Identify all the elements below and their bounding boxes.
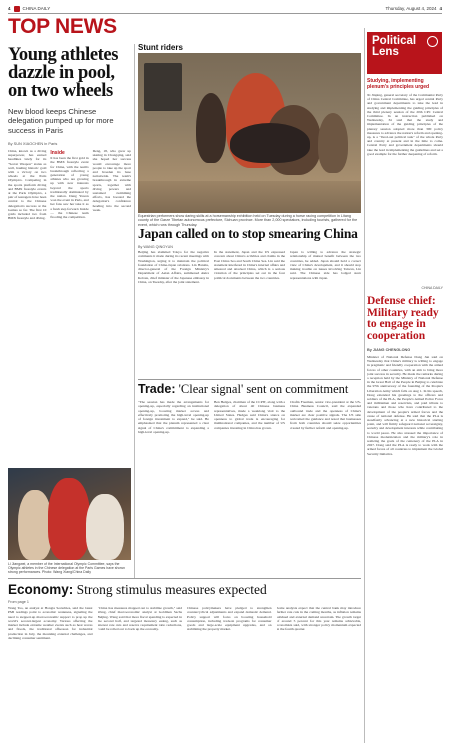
trade-headline-prefix: Trade: (138, 382, 176, 396)
page-number: 4 (8, 6, 11, 11)
japan-body-col-2: In the statement, Japan and the US expressed concern about China's activities and claims in the East China Sea and South China Sea. Lin said the statement interfered in China's internal affairs and smeared and attacked China, which is a serious violation of the principles set out in the four political documents between the two countries. (214, 250, 285, 280)
economy-body-col-3: Chinese policymakers have pledged to strengthen countercyclical adjustments and expand domestic demand. Policy support will focus on boosting household consumption, including trade-in programs for consumer goods and large-scale equipment upgrades, and on stabilizing the property market. (187, 606, 272, 632)
trade-body (138, 400, 361, 570)
lead-body (8, 149, 131, 220)
athletes-photo[interactable] (8, 468, 131, 560)
inside-tag: Inside (50, 149, 65, 156)
section-divider (138, 379, 361, 380)
lead-headline[interactable]: Young athletes dazzle in pool, on two wheels (8, 45, 119, 101)
masthead (8, 4, 442, 14)
defense-headline[interactable]: Defense chief: Military ready to engage in cooperation (367, 295, 439, 342)
stunt-label: Stunt riders (138, 43, 183, 52)
masthead-right (386, 6, 442, 11)
economy-body (8, 606, 361, 740)
economy-body-col-4: Some analysts expect that the central bank may introduce further rate cuts in the coming months, as inflation remains subdued and external demand uncertain. The growth target of around 5 percent for this year remains achievable, economists said, with stronger policy momentum expected in the fourth quarter. (276, 606, 361, 632)
lead-byline: By SUN XIAOCHEN in Paris (8, 140, 58, 146)
lens-ring-icon (427, 36, 438, 47)
section-title: TOP NEWS (8, 15, 117, 38)
political-lens-body: Xi Jinping, general secretary of the Communist Party of China Central Committee, has urged central Party and government departments to take the lead in studying and implementing the guiding principles of the third plenary session of the 20th CPC Central Committee. In an instruction published on Wednesday, Xi said that the study and implementation of the guiding principles of the plenary session adopted more than 300 policy measures to advance the nation's reform and opening-up, is a "lived-out political task" of the whole Party and country at present and in the time to come. Central Party and government departments should take the lead in implementing the guidelines and set a good example for the further deepening of reform. (367, 93, 443, 156)
japan-body-col-1: Beijing has slammed Tokyo for the negative comments it made during its recent meetings with Washington, urging it to maintain the political foundation of China-Japan relations. Lin Hanxiu, director-general of the Foreign Ministry's Department of Asian Affairs, summoned Akira Kobata, chief minister of the Japanese embassy in China, on Tuesday, after the joint statement. (138, 250, 209, 284)
trade-body-col-2: Ben Hedges, chairman of the CCPIT, along with a delegation of about 40 Chinese business representatives, made a weeklong visit to the United States. Hedges said China's stance on openness to global trade is encouraging for multinational companies, and the number of US companies investing in China has grown. (214, 400, 285, 430)
japan-headline[interactable]: Japan called on to stop smearing China (138, 226, 358, 241)
athletes-photo-caption: Li Jiangwei, a member of the International Olympic Committee, says the Olympic athletes in the Chinese delegation at the Paris Games have shown strong performances. Photo: Wang Xiang/China Daily (8, 562, 125, 575)
sidebar-divider (364, 28, 365, 743)
china-daily-logo-icon (14, 6, 20, 12)
japan-body (138, 250, 361, 375)
economy-divider (8, 578, 361, 579)
lead-body-col-2-text: It has been the first gold in the BMX freestyle event for China, with the team's breakthrough reflecting a generation of young athletes who are growing up with new interests beyond the sports traditionally dominated by the nation. Deng Yawen won the event in Paris, and her fans saw her take it as a fresh step forward. Inside — the Chinese team flooding the competition. (50, 156, 89, 219)
trade-body-col-3: Chafin Freeman, senior vice-president at the US-China Business Council, said the expanded outbound trade and the openness of China's market are clear positive signals. The US side welcomed the guidance and noted that businesses from both countries should seize opportunities created by further reform and opening-up. (290, 400, 361, 430)
economy-body-col-2: "China has measures mapped out to stabilize growth," said Wang, chief macroeconomic analyst at Goldman Sachs Beijing. Wang said that more fiscal spending is expected in the second half, and targeted monetary easing, such as interest rate cuts and reserve requirement ratio reductions, could be rolled out to back up the economy. (97, 606, 182, 632)
economy-body-col-1: Wang Tao, an analyst at Hongta Securities, said the latest PMI readings point to economic weakness, signaling the need to stepped-up macroeconomic support to prop up the world's second-largest economy. Various affecting the market include extreme weather events such as heat waves and floods, the traditional offseason for industrial production in July, the mounting external challenges, and declining consumer sentiment. (8, 606, 93, 640)
stunt-riders-photo[interactable] (138, 53, 361, 213)
lead-body-col-2 (50, 149, 88, 220)
economy-headline-text: Strong stimulus measures expected (76, 582, 267, 597)
paper-name: CHINA DAILY (22, 6, 51, 11)
economy-headline[interactable] (8, 582, 361, 598)
defense-body: Minister of National Defense Dong Jun said on Wednesday that China's military is willing to engage in pragmatic and friendly cooperation with the armed forces of other countries, with an aim to bring more joint success in security. He made the remarks during a reception held by the Ministry of National Defense in the Great Hall of the People in Beijing to celebrate the 97th anniversary of the founding of the People's Liberation Army which falls on Aug 1. In his speech, Dong extended his greetings to the officers and soldiers of the PLA, the People's Armed Police Force and militiamen and reservists, and paid tribute to veterans and those who have contributed to the development of the people's armed forces and the cause of national defense. He said that the PLA is steadfastly advancing at a new historical starting point, and will firmly safeguard national sovereignty, security and development interests while contributing to world peace. He also stressed the importance of Chinese modernization and the military's role in realizing the goals of the centenary of the PLA in 2027. Dong said the PLA is ready to work with the armed forces of all countries to implement the Global Security Initiative. (367, 355, 443, 456)
trade-headline[interactable] (138, 382, 361, 397)
defense-byline: By JIANG CHENGLONG (367, 348, 411, 352)
japan-body-col-3: Japan is willing to advance the strategic relationship of mutual benefit between the two countries, he added. Japan should hold a correct view of China's development, and it should stop making trouble on issues involving Taiwan, Lin said. The Chinese side has lodged stern representations with Japan. (290, 250, 361, 280)
issue-date: Thursday, August 4, 2024 (385, 6, 437, 11)
trade-body-col-1: "The session has made the arrangements for opening-up, especially regarding an institutional opening-up, boosting market access and effectively promoting the high-level opening-up of foreign investment to expand," he said. He emphasized that the plenum represented a clear signal of China's commitment to expanding a high-level opening-up. (138, 400, 209, 434)
lead-body-col-3: Deng, 18, who grew up skating in Chongqing, said she hoped her success would encourage more people to take up the sport and broaden its base nationwide. The team's breakthrough in extreme sports, together with diving powers and sustained swimming efforts, has boosted the delegation's confidence heading into the second week. (92, 148, 131, 212)
lead-body-col-1: China, known as a diving superpower, has earned headlines lately for its "Secret Weapon" status as well, hauling historic gold with a victory on two wheels at the Paris Olympics. Competing in the sports platform diving and BMX freestyle events at the Paris Olympics, a pair of teenagers have been central to the Chinese delegation's success at the Games so far. The first 10 golds included two from BMX freestyle and diving. (8, 148, 47, 221)
economy-headline-prefix: Economy: (8, 582, 74, 597)
page-ref: 4 (439, 6, 442, 11)
lead-deck: New blood keeps Chinese delegation pumped up for more success in Paris (8, 107, 114, 135)
political-lens-headline[interactable]: Studying, implementing plenum's principles urged (367, 78, 430, 90)
economy-byline: From page 1 (8, 600, 29, 604)
political-lens-title: Political Lens (372, 35, 417, 58)
political-lens-credit: CHINA DAILY (421, 286, 443, 290)
column-divider (134, 44, 135, 579)
trade-headline-text: 'Clear signal' sent on commitment (178, 382, 349, 396)
stunt-caption: Equestrian performers show daring skills at a horsemanship exhibition held on Tuesday during a horse racing competition in Litang county of the Garze Tibetan autonomous prefecture, Sichuan province. More than 2,000 spectators, including tourists, gathered for the event, which runs through Thursday. (138, 214, 358, 227)
lead-story (8, 46, 131, 220)
political-lens-banner[interactable] (367, 32, 442, 74)
japan-byline: By WANG QINGYUN (138, 245, 173, 249)
masthead-brand (8, 6, 50, 12)
